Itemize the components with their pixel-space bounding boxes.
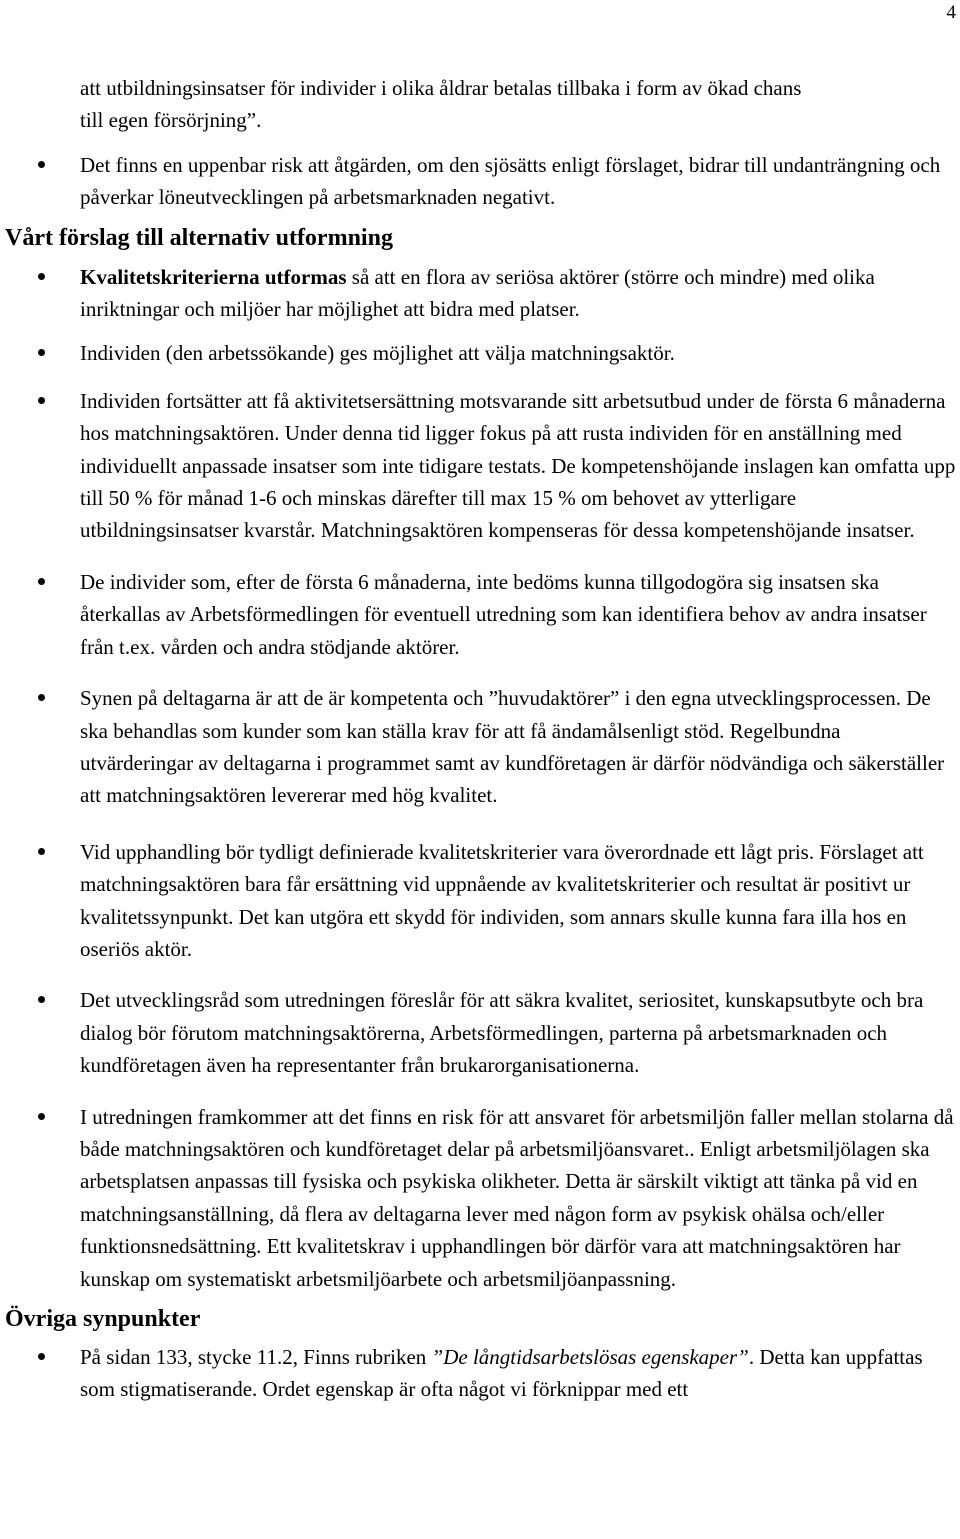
bullet-icon bbox=[38, 1113, 45, 1120]
italic-title: ”De långtidsarbetslösas egenskaper” bbox=[431, 1345, 749, 1369]
continuation-line-1: att utbildningsinsatser för individer i olika åldrar betalas tillbaka i form av ökad chans bbox=[80, 76, 802, 100]
section-heading-other: Övriga synpunkter bbox=[5, 1306, 201, 1332]
document-body bbox=[0, 72, 958, 1406]
list-item: Individen (den arbetssökande) ges möjlighet att välja matchningsaktör. bbox=[0, 337, 958, 369]
bullet-icon bbox=[38, 273, 45, 280]
bullet-icon bbox=[38, 161, 45, 168]
bullet-icon bbox=[38, 694, 45, 701]
bullet-icon bbox=[38, 349, 45, 356]
list-item: Det utvecklingsråd som utredningen föreslår för att säkra kvalitet, seriositet, kunskapsutbyte och bra dialog bör förutom matchningsaktörerna, Arbetsförmedlingen, parterna på arbetsmarknaden och kundföretagen även ha representanter från brukarorganisationerna. bbox=[0, 984, 958, 1081]
list-item: Synen på deltagarna är att de är kompetenta och ”huvudaktörer” i den egna utvecklingsprocessen. De ska behandlas som kunder som kan ställa krav för att få ändamålsenligt stöd. Regelbundna utvärderingar av deltagarna i programmet samt av kundföretagen är därför nödvändiga och säkerställer att matchningsaktören levererar med hög kvalitet. bbox=[0, 682, 958, 812]
intro-list bbox=[0, 149, 958, 214]
bullet-icon bbox=[38, 578, 45, 585]
list-item: Vid upphandling bör tydligt definierade kvalitetskriterier vara överordnade ett lågt pris. Förslaget att matchningsaktören bara får ersättning vid uppnående av kvalitetskriterier och resultat är positivt ur kvalitetssynpunkt. Det kan utgöra ett skydd för individen, som annars skulle kunna fara illa hos en oseriös aktör. bbox=[0, 836, 958, 966]
section-heading-proposal: Vårt förslag till alternativ utformning bbox=[5, 224, 393, 251]
list-item: Det finns en uppenbar risk att åtgärden, om den sjösätts enligt förslaget, bidrar till undanträngning och påverkar löneutvecklingen på arbetsmarknaden negativt. bbox=[0, 149, 958, 214]
continuation-line-2: till egen försörjning”. bbox=[80, 108, 262, 133]
page-number: 4 bbox=[946, 2, 956, 23]
other-list bbox=[0, 1341, 958, 1406]
list-item: I utredningen framkommer att det finns en risk för att ansvaret för arbetsmiljön faller mellan stolarna då både matchningsaktören och kundföretaget delar på arbetsmiljöansvaret.. Enligt arbetsmiljölagen ska arbetsplatsen anpassas till fysiska och psykiska olikheter. Detta är särskilt viktigt att tänka på vid en matchningsanställning, då flera av deltagarna lever med någon form av psykisk ohälsa och/eller funktionsnedsättning. Ett kvalitetskrav i upphandlingen bör därför vara att matchningsaktören har kunskap om systematiskt arbetsmiljöarbete och arbetsmiljöanpassning. bbox=[0, 1101, 958, 1295]
list-item: På sidan 133, stycke 11.2, Finns rubriken ”De långtidsarbetslösas egenskaper”. Detta kan uppfattas som stigmatiserande. Ordet egenskap är ofta något vi förknippar med ett bbox=[0, 1341, 958, 1406]
proposal-list bbox=[0, 261, 958, 1295]
bullet-icon bbox=[38, 1353, 45, 1360]
bold-lead: Kvalitetskriterierna utformas bbox=[80, 264, 347, 289]
list-item: Individen fortsätter att få aktivitetsersättning motsvarande sitt arbetsutbud under de första 6 månaderna hos matchningsaktören. Under denna tid ligger fokus på att rusta individen för en anställning med individuellt anpassade insatser som inte tidigare testats. De kompetenshöjande inslagen kan omfatta upp till 50 % för månad 1-6 och minskas därefter till max 15 % om behovet av ytterligare utbildningsinsatser kvarstår. Matchningsaktören kompenseras för dessa kompetenshöjande insatser. bbox=[0, 385, 958, 547]
list-item: De individer som, efter de första 6 månaderna, inte bedöms kunna tillgodogöra sig insatsen ska återkallas av Arbetsförmedlingen för eventuell utredning som kan identifiera behov av andra insatser från t.ex. vården och andra stödjande aktörer. bbox=[0, 566, 958, 663]
bullet-icon bbox=[38, 397, 45, 404]
list-item: Kvalitetskriterierna utformas så att en flora av seriösa aktörer (större och mindre) med olika inriktningar och miljöer har möjlighet att bidra med platser. bbox=[0, 261, 958, 326]
bullet-icon bbox=[38, 848, 45, 855]
bullet-icon bbox=[38, 996, 45, 1003]
